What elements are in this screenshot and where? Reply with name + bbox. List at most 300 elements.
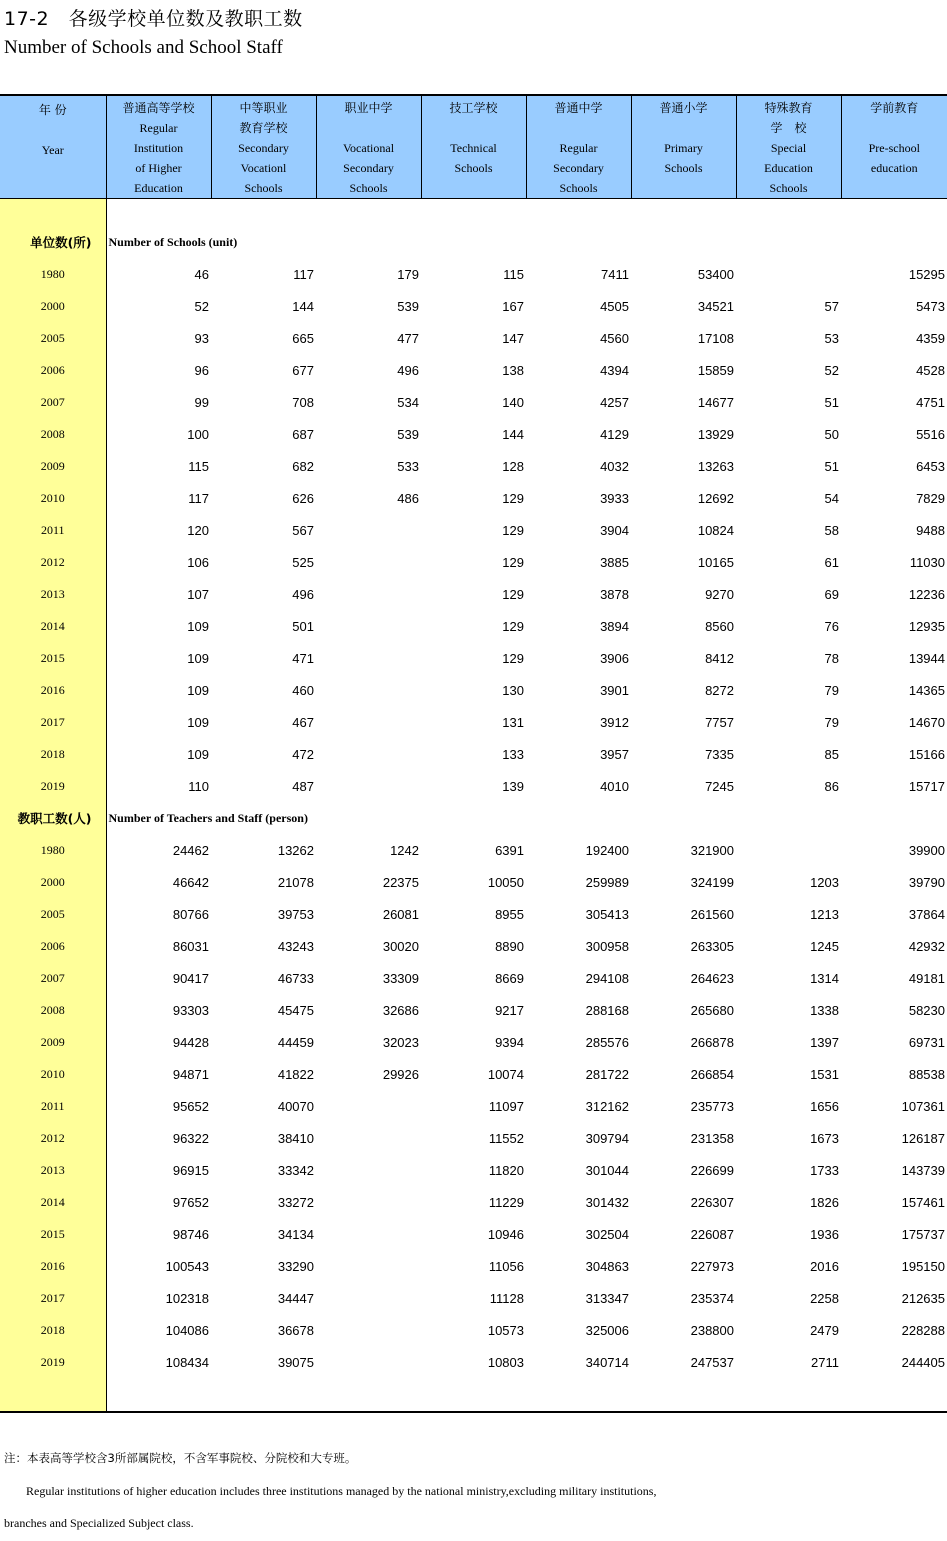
header-col-7-en: Education	[764, 161, 813, 175]
value-cell: 11097	[488, 1098, 524, 1114]
value-cell: 144	[502, 426, 524, 442]
value-cell: 33290	[277, 1258, 314, 1274]
value-cell: 109	[187, 682, 209, 698]
value-cell: 10946	[487, 1226, 524, 1242]
table-row	[0, 962, 947, 994]
footnote-en-line2: branches and Specialized Subject class.	[4, 1516, 194, 1530]
table-row	[0, 642, 947, 674]
value-cell: 9394	[495, 1034, 524, 1050]
section-label-en: Number of Teachers and Staff (person)	[108, 810, 308, 825]
value-cell: 3957	[600, 746, 629, 762]
value-cell: 567	[292, 522, 314, 538]
value-cell: 32023	[382, 1034, 419, 1050]
value-cell: 301044	[585, 1162, 629, 1178]
value-cell: 471	[292, 650, 314, 666]
value-cell: 96915	[172, 1162, 209, 1178]
year-cell: 2014	[0, 610, 106, 642]
value-cell: 109	[187, 650, 209, 666]
year-cell: 1980	[0, 834, 106, 866]
value-cell: 15717	[908, 778, 945, 794]
value-cell: 235374	[690, 1290, 734, 1306]
value-cell: 4129	[600, 426, 629, 442]
value-cell	[316, 1154, 421, 1186]
value-cell: 1213	[810, 906, 839, 922]
value-cell: 539	[397, 298, 419, 314]
value-cell	[736, 258, 841, 290]
header-col-6-en: Primary	[664, 141, 703, 155]
table-row	[0, 930, 947, 962]
value-cell: 24462	[172, 842, 209, 858]
value-cell: 300958	[585, 938, 629, 954]
value-cell: 39075	[277, 1354, 314, 1370]
value-cell: 110	[188, 778, 209, 794]
value-cell: 472	[292, 746, 314, 762]
value-cell: 477	[397, 330, 419, 346]
value-cell: 52	[194, 298, 209, 314]
footnote-en-line1: Regular institutions of higher education includes three institutions managed by the national ministry,excluding military institutions,	[26, 1484, 657, 1498]
value-cell: 115	[503, 266, 524, 282]
value-cell: 2479	[810, 1322, 839, 1338]
value-cell: 97652	[172, 1194, 209, 1210]
header-col-3-en: Secondary	[343, 161, 394, 175]
value-cell: 34521	[697, 298, 734, 314]
table-row	[0, 386, 947, 418]
year-cell: 2015	[0, 1218, 106, 1250]
value-cell: 45475	[277, 1002, 314, 1018]
header-col-2-en: Secondary	[238, 141, 289, 155]
value-cell: 8272	[705, 682, 734, 698]
value-cell: 96	[194, 362, 209, 378]
value-cell: 309794	[585, 1130, 629, 1146]
value-cell: 34134	[277, 1226, 314, 1242]
value-cell: 285576	[585, 1034, 629, 1050]
value-cell: 708	[292, 394, 314, 410]
value-cell: 7245	[705, 778, 734, 794]
value-cell: 94871	[172, 1066, 209, 1082]
value-cell: 294108	[585, 970, 629, 986]
value-cell: 238800	[690, 1322, 734, 1338]
value-cell: 467	[292, 714, 314, 730]
value-cell	[316, 1122, 421, 1154]
value-cell: 79	[824, 714, 839, 730]
section-label-cn: 教职工数(人)	[0, 802, 106, 834]
value-cell: 304863	[585, 1258, 629, 1274]
year-cell: 2007	[0, 962, 106, 994]
value-cell: 486	[397, 490, 419, 506]
page-title-en: Number of Schools and School Staff	[4, 37, 283, 58]
year-cell: 2013	[0, 578, 106, 610]
header-row	[0, 95, 947, 199]
value-cell: 266878	[690, 1034, 734, 1050]
value-cell: 147	[502, 330, 524, 346]
section-label-cn: 单位数(所)	[0, 226, 106, 258]
empty-cell	[106, 199, 947, 227]
value-cell: 10803	[487, 1354, 524, 1370]
value-cell: 29926	[382, 1066, 419, 1082]
value-cell: 93	[194, 330, 209, 346]
value-cell: 312162	[585, 1098, 629, 1114]
year-cell: 2010	[0, 482, 106, 514]
value-cell: 12692	[697, 490, 734, 506]
year-cell: 2017	[0, 1282, 106, 1314]
value-cell: 46642	[172, 874, 209, 890]
value-cell: 302504	[585, 1226, 629, 1242]
section-header-row	[0, 226, 947, 258]
value-cell: 39900	[908, 842, 945, 858]
table-row	[0, 290, 947, 322]
value-cell: 130	[502, 682, 524, 698]
year-cell: 2012	[0, 1122, 106, 1154]
table-row	[0, 994, 947, 1026]
value-cell: 90417	[172, 970, 209, 986]
value-cell: 3894	[600, 618, 629, 634]
value-cell: 534	[397, 394, 419, 410]
empty-cell	[106, 1378, 947, 1412]
value-cell: 265680	[690, 1002, 734, 1018]
table-row	[0, 1058, 947, 1090]
year-cell: 2005	[0, 322, 106, 354]
value-cell: 5516	[916, 426, 945, 442]
year-cell: 2015	[0, 642, 106, 674]
year-cell: 2008	[0, 418, 106, 450]
header-col-1	[106, 95, 211, 199]
value-cell: 39790	[908, 874, 945, 890]
header-col-3-cn: 职业中学	[344, 101, 393, 115]
value-cell: 1656	[810, 1098, 839, 1114]
table-row	[0, 258, 947, 290]
value-cell: 144	[292, 298, 314, 314]
value-cell: 212635	[901, 1290, 945, 1306]
year-cell: 2000	[0, 866, 106, 898]
value-cell: 2016	[810, 1258, 839, 1274]
value-cell: 175737	[901, 1226, 945, 1242]
value-cell: 109	[187, 746, 209, 762]
value-cell: 78	[824, 650, 839, 666]
header-col-5-en: Schools	[559, 181, 598, 195]
table-row	[0, 546, 947, 578]
value-cell: 167	[502, 298, 524, 314]
value-cell: 677	[292, 362, 314, 378]
value-cell: 46	[194, 266, 209, 282]
value-cell: 264623	[690, 970, 734, 986]
value-cell: 69	[824, 586, 839, 602]
value-cell: 17108	[697, 330, 734, 346]
value-cell: 13263	[697, 458, 734, 474]
table-row	[0, 866, 947, 898]
table-row	[0, 1250, 947, 1282]
value-cell: 129	[502, 586, 524, 602]
value-cell: 4560	[600, 330, 629, 346]
value-cell: 139	[502, 778, 524, 794]
header-col-4-en	[422, 118, 526, 138]
value-cell: 49181	[908, 970, 945, 986]
table-row	[0, 322, 947, 354]
value-cell: 4257	[600, 394, 629, 410]
header-col-8-en: Pre-school	[868, 141, 920, 155]
value-cell: 80766	[172, 906, 209, 922]
value-cell	[316, 1346, 421, 1378]
value-cell: 9488	[916, 522, 945, 538]
header-col-7	[736, 95, 841, 199]
value-cell: 22375	[382, 874, 419, 890]
value-cell: 247537	[690, 1354, 734, 1370]
year-cell: 2019	[0, 770, 106, 802]
header-col-1-cn: 普通高等学校	[122, 101, 195, 115]
table-row	[0, 482, 947, 514]
value-cell: 15166	[908, 746, 945, 762]
value-cell: 100543	[165, 1258, 209, 1274]
table-row	[0, 450, 947, 482]
value-cell: 4505	[600, 298, 629, 314]
value-cell: 54	[824, 490, 839, 506]
header-col-5-en: Regular	[559, 141, 598, 155]
value-cell: 57	[824, 298, 839, 314]
value-cell: 1936	[810, 1226, 839, 1242]
value-cell: 1826	[810, 1194, 839, 1210]
value-cell	[316, 770, 421, 802]
value-cell: 30020	[382, 938, 419, 954]
value-cell: 10165	[697, 554, 734, 570]
value-cell: 235773	[690, 1098, 734, 1114]
value-cell: 3912	[600, 714, 629, 730]
value-cell: 61	[824, 554, 839, 570]
value-cell: 2711	[811, 1354, 839, 1370]
header-col-2-cn: 教育学校	[239, 121, 288, 135]
value-cell: 140	[502, 394, 524, 410]
value-cell	[316, 738, 421, 770]
table-row	[0, 354, 947, 386]
header-col-4-en: Technical	[450, 141, 497, 155]
value-cell: 8560	[705, 618, 734, 634]
value-cell: 34447	[277, 1290, 314, 1306]
value-cell: 1397	[810, 1034, 839, 1050]
value-cell: 6453	[916, 458, 945, 474]
header-col-2-en: Vocationl	[240, 161, 287, 175]
value-cell	[316, 546, 421, 578]
table-header	[0, 95, 947, 199]
header-col-7-cn: 特殊教育	[764, 101, 813, 115]
value-cell: 11030	[909, 554, 945, 570]
table-row	[0, 1186, 947, 1218]
value-cell: 37864	[908, 906, 945, 922]
table-row	[0, 418, 947, 450]
header-col-1-en: Education	[134, 181, 183, 195]
value-cell: 487	[292, 778, 314, 794]
value-cell: 40070	[277, 1098, 314, 1114]
value-cell: 266854	[690, 1066, 734, 1082]
value-cell: 79	[824, 682, 839, 698]
value-cell: 107361	[901, 1098, 945, 1114]
value-cell: 11128	[489, 1290, 524, 1306]
value-cell: 179	[397, 266, 419, 282]
value-cell: 100	[187, 426, 209, 442]
value-cell: 687	[292, 426, 314, 442]
value-cell: 11552	[488, 1130, 524, 1146]
year-cell: 2009	[0, 1026, 106, 1058]
value-cell: 94428	[172, 1034, 209, 1050]
year-cell: 2006	[0, 930, 106, 962]
value-cell: 10573	[487, 1322, 524, 1338]
value-cell: 496	[292, 586, 314, 602]
header-col-1-en: of Higher	[135, 161, 182, 175]
header-year-cn: 年 份	[38, 103, 67, 117]
header-col-3-en	[317, 118, 421, 138]
header-col-2-en: Schools	[244, 181, 283, 195]
value-cell: 1245	[810, 938, 839, 954]
statistics-table-container	[0, 94, 947, 1413]
value-cell: 129	[502, 650, 524, 666]
value-cell: 33309	[382, 970, 419, 986]
value-cell: 33272	[277, 1194, 314, 1210]
year-cell	[0, 1378, 106, 1412]
year-cell: 2017	[0, 706, 106, 738]
value-cell: 321900	[690, 842, 734, 858]
year-cell: 2011	[0, 1090, 106, 1122]
value-cell: 93303	[172, 1002, 209, 1018]
table-row	[0, 1282, 947, 1314]
value-cell: 120	[187, 522, 209, 538]
value-cell: 128	[502, 458, 524, 474]
year-cell: 2014	[0, 1186, 106, 1218]
value-cell: 3901	[600, 682, 629, 698]
header-col-3-en: Schools	[349, 181, 388, 195]
value-cell: 261560	[690, 906, 734, 922]
header-year	[0, 95, 106, 199]
value-cell: 305413	[585, 906, 629, 922]
header-col-8-en	[842, 118, 947, 138]
year-cell: 2006	[0, 354, 106, 386]
header-col-1-en: Institution	[133, 141, 184, 155]
value-cell: 1531	[810, 1066, 839, 1082]
value-cell: 13929	[697, 426, 734, 442]
value-cell: 626	[292, 490, 314, 506]
value-cell: 39753	[277, 906, 314, 922]
value-cell: 10824	[697, 522, 734, 538]
table-row	[0, 578, 947, 610]
value-cell: 46733	[277, 970, 314, 986]
value-cell: 38410	[277, 1130, 314, 1146]
value-cell: 460	[292, 682, 314, 698]
value-cell: 157461	[901, 1194, 945, 1210]
value-cell: 11820	[488, 1162, 524, 1178]
value-cell: 192400	[585, 842, 629, 858]
value-cell: 665	[292, 330, 314, 346]
value-cell: 288168	[585, 1002, 629, 1018]
value-cell: 325006	[585, 1322, 629, 1338]
year-cell: 2018	[0, 738, 106, 770]
table-row	[0, 674, 947, 706]
value-cell: 8955	[495, 906, 524, 922]
value-cell: 53400	[697, 266, 734, 282]
value-cell: 86	[824, 778, 839, 794]
value-cell	[316, 1218, 421, 1250]
table-row	[0, 706, 947, 738]
value-cell: 3906	[600, 650, 629, 666]
value-cell: 313347	[585, 1290, 629, 1306]
value-cell: 7757	[705, 714, 734, 730]
header-col-7-cn: 学 校	[770, 121, 807, 135]
header-year-en: Year	[41, 143, 64, 157]
value-cell: 525	[292, 554, 314, 570]
year-cell	[0, 199, 106, 227]
value-cell	[316, 514, 421, 546]
value-cell	[316, 610, 421, 642]
value-cell: 5473	[916, 298, 945, 314]
statistics-table	[0, 94, 947, 1413]
year-cell: 2013	[0, 1154, 106, 1186]
value-cell: 259989	[585, 874, 629, 890]
value-cell: 109	[187, 618, 209, 634]
value-cell: 12236	[908, 586, 945, 602]
year-cell: 1980	[0, 258, 106, 290]
value-cell: 10074	[487, 1066, 524, 1082]
value-cell: 501	[292, 618, 314, 634]
year-cell: 2007	[0, 386, 106, 418]
value-cell	[316, 706, 421, 738]
value-cell: 340714	[585, 1354, 629, 1370]
header-col-6-cn: 普通小学	[659, 101, 708, 115]
value-cell: 263305	[690, 938, 734, 954]
value-cell: 12935	[908, 618, 945, 634]
value-cell: 4394	[600, 362, 629, 378]
value-cell: 104086	[165, 1322, 209, 1338]
value-cell: 58230	[908, 1002, 945, 1018]
value-cell: 86031	[172, 938, 209, 954]
value-cell: 533	[397, 458, 419, 474]
value-cell: 3933	[600, 490, 629, 506]
value-cell: 98746	[172, 1226, 209, 1242]
header-col-1-en: Regular	[139, 121, 178, 135]
value-cell: 4032	[600, 458, 629, 474]
value-cell: 14365	[908, 682, 945, 698]
value-cell: 99	[194, 394, 209, 410]
header-col-5-en: Secondary	[553, 161, 604, 175]
value-cell: 1314	[810, 970, 839, 986]
value-cell: 3885	[600, 554, 629, 570]
value-cell: 324199	[690, 874, 734, 890]
value-cell: 496	[397, 362, 419, 378]
value-cell: 115	[188, 458, 209, 474]
table-row	[0, 834, 947, 866]
table-row	[0, 738, 947, 770]
value-cell: 50	[824, 426, 839, 442]
value-cell: 109	[187, 714, 209, 730]
year-cell: 2011	[0, 514, 106, 546]
section-label-en: Number of Schools (unit)	[108, 234, 238, 249]
spacer-row	[0, 1378, 947, 1412]
value-cell: 102318	[165, 1290, 209, 1306]
table-row	[0, 1218, 947, 1250]
value-cell: 58	[824, 522, 839, 538]
value-cell: 7829	[916, 490, 945, 506]
header-col-4-cn: 技工学校	[449, 101, 498, 115]
value-cell: 53	[824, 330, 839, 346]
value-cell: 96322	[172, 1130, 209, 1146]
value-cell: 129	[502, 554, 524, 570]
value-cell: 44459	[277, 1034, 314, 1050]
value-cell: 4751	[916, 394, 945, 410]
value-cell: 15859	[697, 362, 734, 378]
value-cell: 32686	[382, 1002, 419, 1018]
value-cell: 1242	[390, 842, 419, 858]
value-cell: 131	[502, 714, 524, 730]
table-row	[0, 514, 947, 546]
value-cell: 21078	[277, 874, 314, 890]
value-cell: 3904	[600, 522, 629, 538]
section-header-row	[0, 802, 947, 834]
value-cell: 9270	[705, 586, 734, 602]
value-cell: 6391	[495, 842, 524, 858]
